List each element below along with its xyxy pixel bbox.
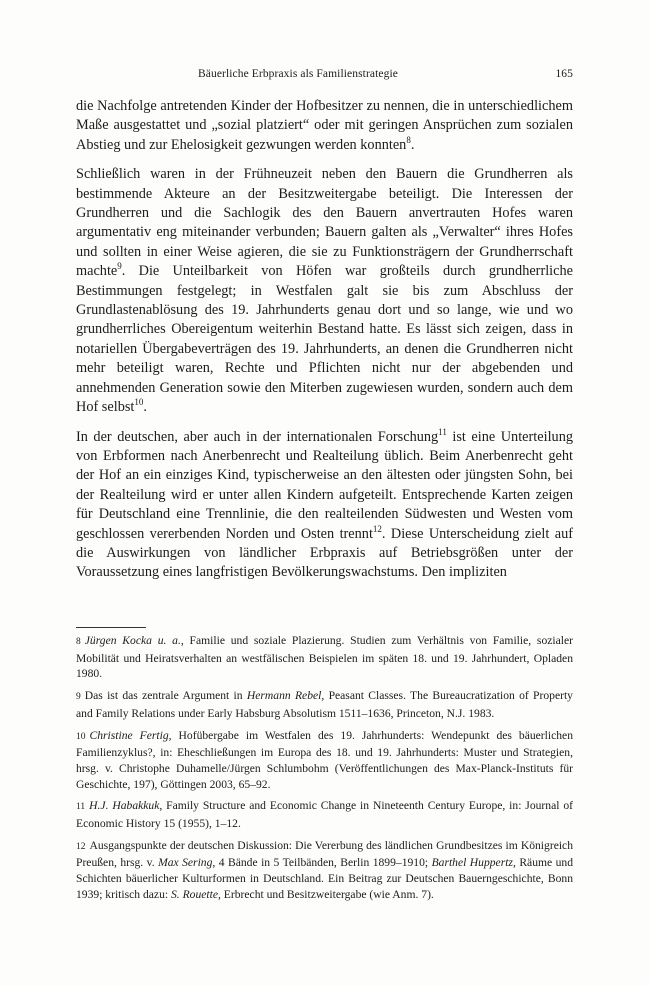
footnotes [76, 633, 573, 909]
footnote-text: Räume und Schichten bäuerlicher Kulturformen in Deutschland. Ein Beitrag zur Deutschen Bauerngeschichte, Bonn 1939; kritisch dazu: [76, 856, 573, 901]
paragraph [76, 165, 573, 417]
paragraph-tail: . Diese Unterscheidung zielt auf die Auswirkungen von ländlicher Erbpraxis auf Betriebsgrößen unter der Voraussetzung eines langfristigen Bevölkerungswachstums. Den impliziten [76, 525, 573, 581]
footnote [76, 798, 573, 831]
footnote-text: Familie und soziale Plazierung. Studien zum Verhältnis von Familie, sozialer Mobilität und Heiratsverhalten an westfälischen Beispielen im späten 18. und 19. Jahrhundert, Opladen 1980. [76, 634, 573, 681]
footnote-author: Christine Fertig, [89, 728, 172, 742]
footnote-author: S. Rouette, [171, 887, 221, 901]
footnote-ref: 12 [372, 523, 382, 534]
footnote-text: Das ist das zentrale Argument in [84, 689, 247, 703]
paragraph [76, 97, 573, 155]
paragraph-text: . Die Unteilbarkeit von Höfen war großteils durch grundherrliche Bestimmungen festgelegt; in Westfalen galt sie bis zum Abschluss der Grundlastenablösung des 19. Jahrhunderts genau dort und so lange, wie und wo grundherrliches Obereigentum weiterhin Bestand hatte. Es lässt sich zeigen, dass in notariellen Übergabeverträgen des 19. Jahrhunderts, an denen die Grundherren nicht mehr beteiligt waren, Rechte und Pflichten nicht nur der abgebenden und annehmenden Generation sowie den Miterben zugewiesen wurden, sondern auch dem Hof selbst [76, 263, 573, 416]
footnote-author: Jürgen Kocka u. a., [84, 634, 184, 647]
footnote-author: Max Sering, [158, 856, 216, 870]
footnote [76, 728, 573, 793]
footnote-ref: 11 [438, 426, 447, 437]
footnote [76, 633, 573, 682]
footnote-separator [76, 627, 146, 628]
paragraph-text: die Nachfolge antretenden Kinder der Hofbesitzer zu nennen, die in unterschiedlichem Maße ausgestattet und „sozial platziert“ oder mit geringen Ansprüchen zum sozialen Abstieg und zur Ehelosigkeit gezwungen werden konnten [76, 98, 573, 153]
running-head-title: Bäuerliche Erbpraxis als Familienstrategie [198, 68, 398, 80]
footnote [76, 688, 573, 721]
footnote-number: 11 [76, 802, 86, 813]
footnote-number: 8 [76, 637, 81, 647]
footnote-text: Erbrecht und Besitzweitergabe (wie Anm. 7). [220, 887, 434, 901]
footnote-text: Peasant Classes. The Bureaucratization of Property and Family Relations under Early Habsburg Absolutism 1511–1636, Princeton, N.J. 1983. [76, 689, 573, 720]
body-text [76, 97, 573, 593]
footnote-ref: 8 [406, 135, 411, 146]
footnote-text: 4 Bände in 5 Teilbänden, Berlin 1899–1910; [215, 856, 432, 870]
paragraph-tail: . [143, 399, 147, 416]
paragraph-text: In der deutschen, aber auch in der internationalen Forschung [76, 428, 439, 445]
paragraph-text: ist eine Unterteilung von Erbformen nach Anerbenrecht und Realteilung üblich. Beim Anerbenrecht geht der Hof an ein einziges Kind, typischerweise an den ältesten oder jüngsten Sohn, bei der Realteilung wird er unter allen Kindern aufgeteilt. Entsprechende Karten zeigen für Deutschland eine Trennlinie, die den realteilenden Südwesten und Westen vom geschlossen vererbenden Norden und Osten trennt [76, 428, 573, 542]
footnote-number: 9 [76, 692, 81, 703]
footnote-number: 10 [76, 731, 86, 742]
footnote-number: 12 [76, 841, 86, 852]
paragraph-text: Schließlich waren in der Frühneuzeit neben den Bauern die Grundherren als bestimmende Akteure an der Besitzweitergabe beteiligt. Die Interessen der Grundherren und die Sachlogik des den Bauern anvertrauten Hofes waren argumentativ eng miteinander verbunden; Bauern galten als „Verwalter“ ihres Hofes und sollten in einer Weise agieren, die sie zu Funktionsträgern der Grundherrschaft machte [76, 166, 573, 280]
footnote-author: H.J. Habakkuk, [89, 799, 163, 813]
paragraph [76, 428, 573, 583]
footnote-text: Family Structure and Economic Change in Nineteenth Century Europe, in: Journal of Economic History 15 (1955), 1–12. [76, 799, 573, 831]
footnote-author: Hermann Rebel, [246, 689, 325, 703]
footnote-text: Ausgangspunkte der deutschen Diskussion: Die Vererbung des ländlichen Grundbesitzes im Königreich Preußen, hrsg. v. [76, 838, 573, 870]
paragraph-tail: . [410, 136, 415, 153]
footnote-ref: 10 [134, 397, 144, 408]
footnote-text: Hofübergabe im Westfalen des 19. Jahrhunderts: Wendepunkt des bäuerlichen Familienzyklus?, in: Eheschließungen im Europa des 18. und 19. Jahrhunderts: Muster und Strategien, hrsg. v. Christophe Duhamelle/Jürgen Schlumbohm (Veröffentlichungen des Max-Planck-Instituts für Geschichte, 197), Göttingen 2003, 65–92. [76, 728, 573, 791]
footnote-author: Barthel Huppertz, [431, 856, 516, 870]
page-number: 165 [555, 68, 573, 80]
running-head [76, 68, 573, 84]
footnote [76, 838, 573, 903]
footnote-ref: 9 [117, 261, 122, 272]
